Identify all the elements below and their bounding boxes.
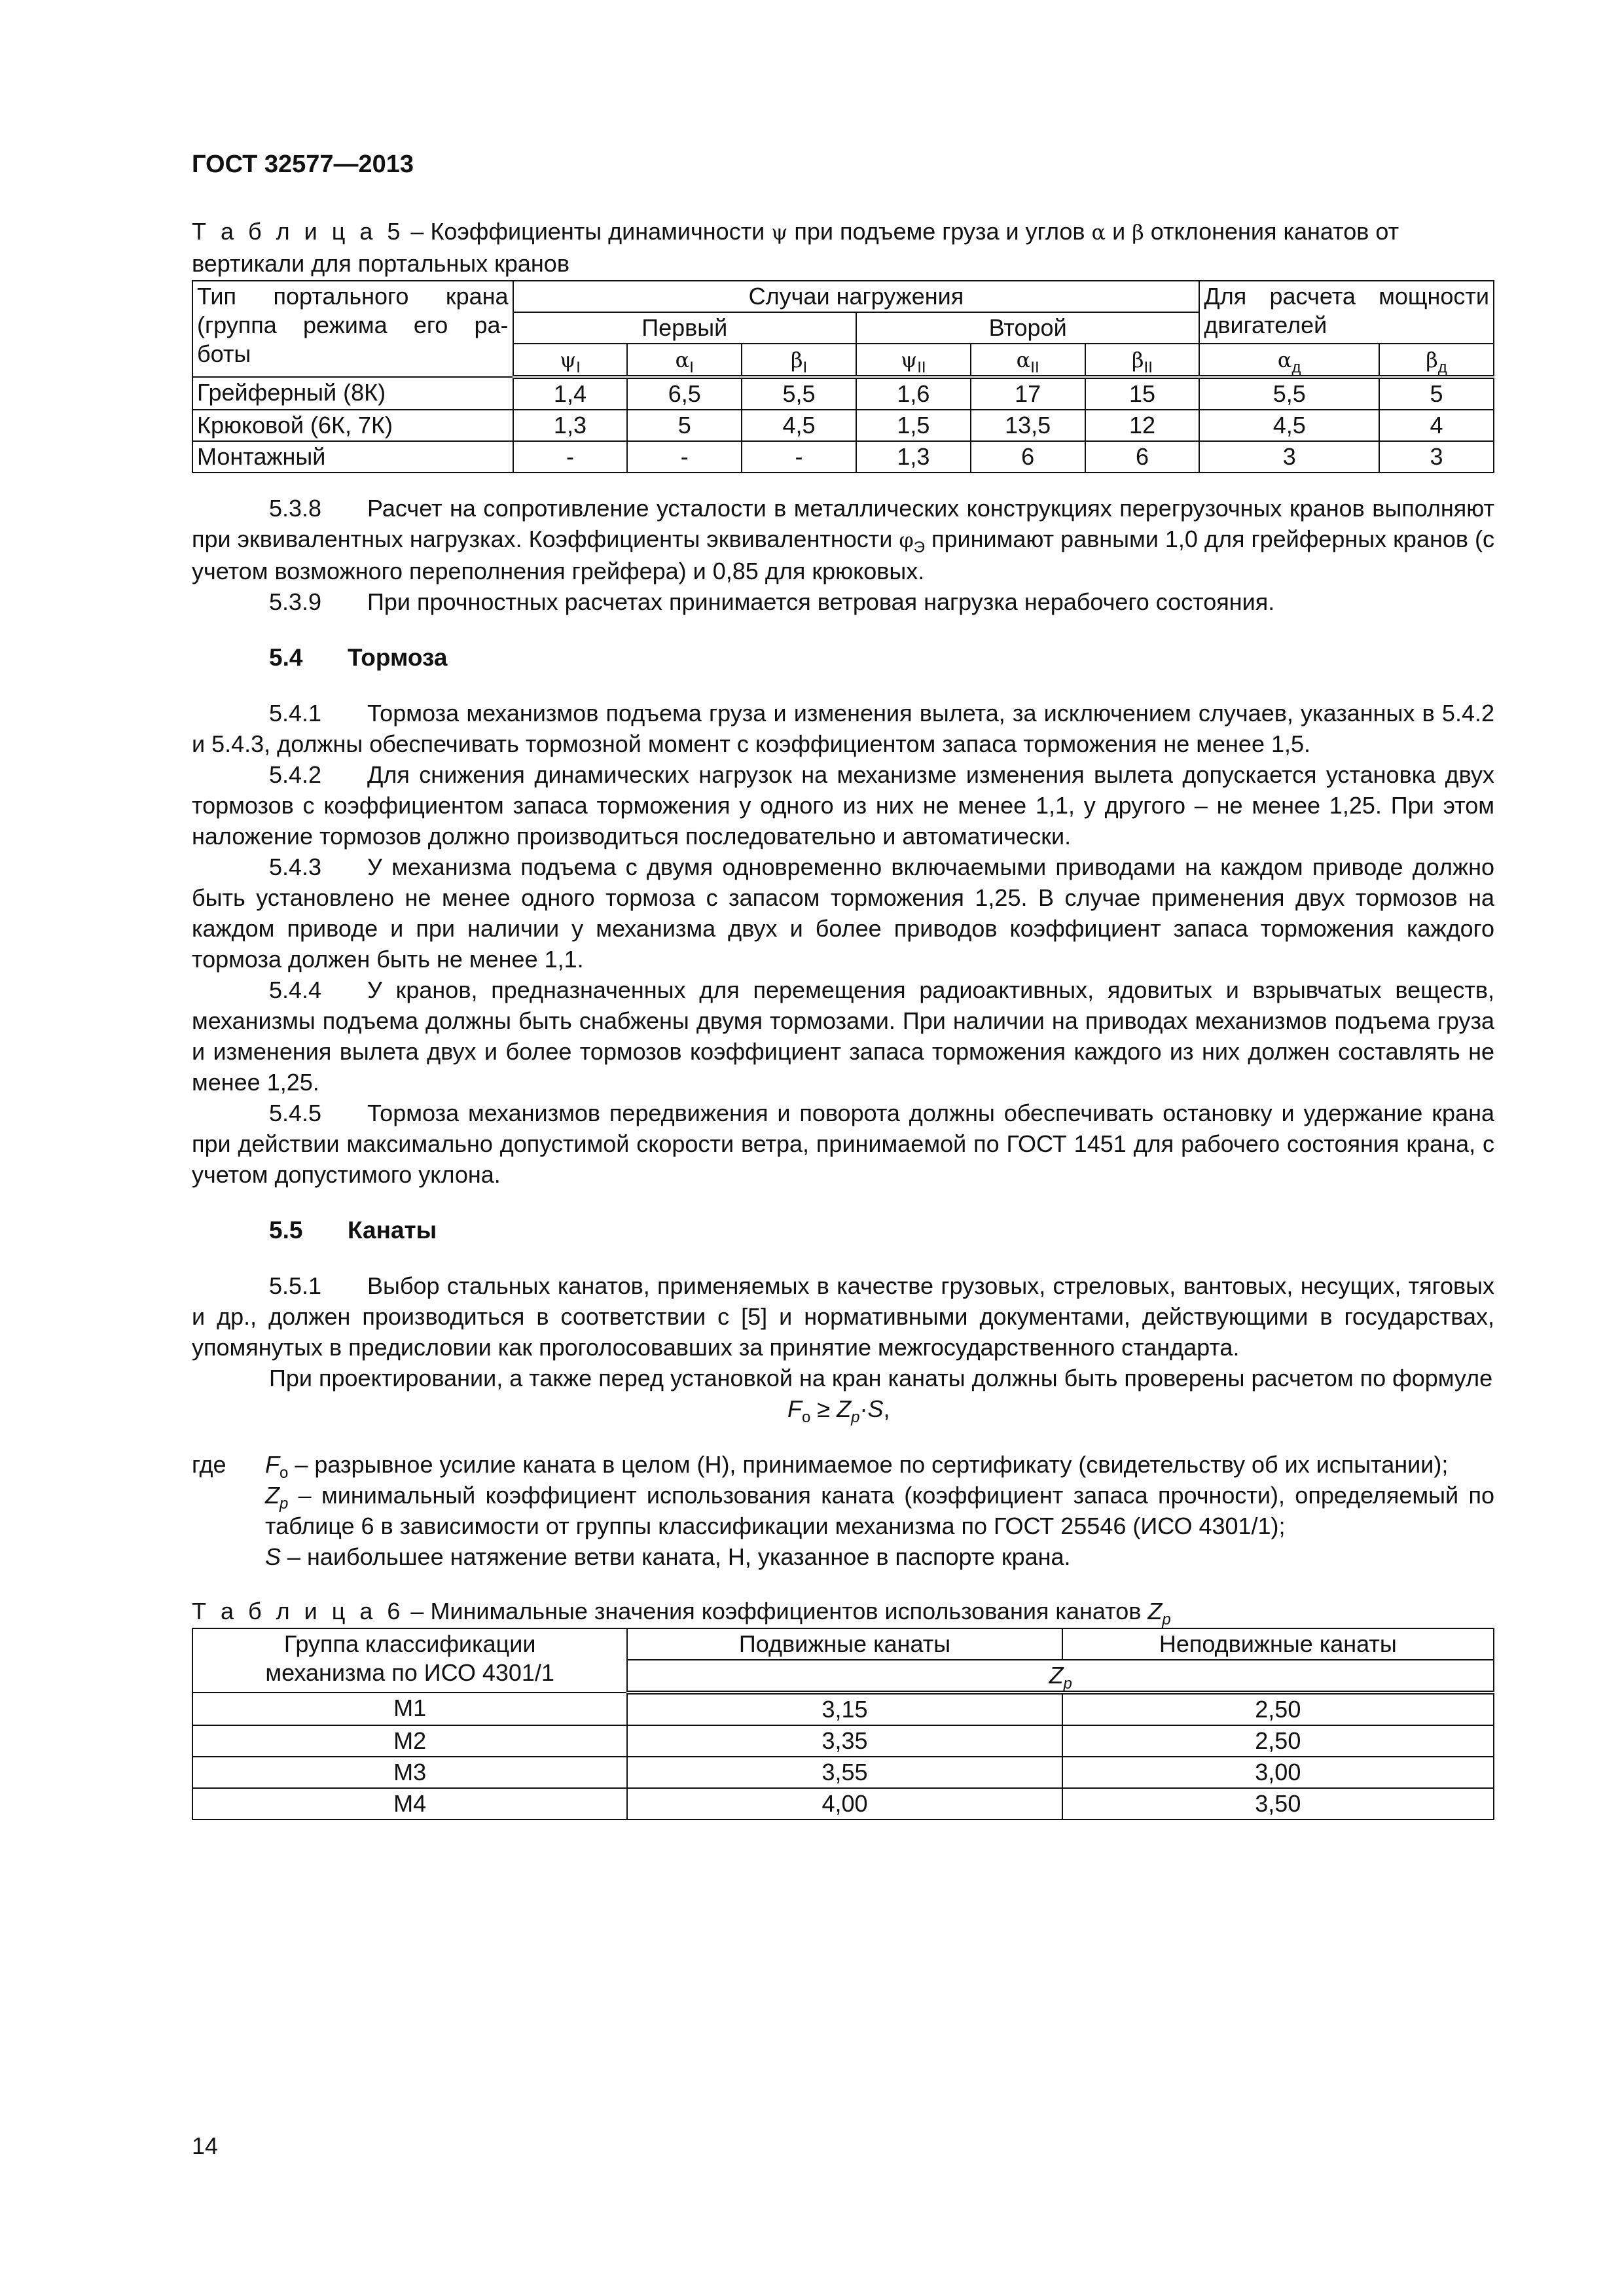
legend-item-z: $Z_p$ – минимальный коэффициент использования каната (коэффициент запаса прочности), определяемый по таблице 6 в зависимости от группы классификации механизма по ГОСТ 25546 (ИСО 4301/1); [265,1482,1494,1539]
table5-sym-alpha2: $\alpha_{II}$ [971,344,1085,377]
table5-head-cases: Случаи нагружения [513,281,1200,312]
table5-head-power: Для расчета мощности двигателей [1199,281,1494,344]
table6 [192,1628,1494,1820]
document-code: ГОСТ 32577—2013 [192,151,414,178]
table5-sym-alpha-d: $\alpha_д$ [1199,344,1379,377]
table5-head-second: Второй [856,312,1199,344]
page-content [192,216,1494,1820]
table-row: М3 3,55 3,00 [192,1757,1494,1788]
table-row: М4 4,00 3,50 [192,1788,1494,1820]
paragraph-5-4-4: 5.4.4 У кранов, предназначенных для перемещения радиоактивных, ядовитых и взрывчатых веществ, механизмы подъема должны быть снабжены двумя тормозами. При наличии на приводах механизмов подъема груза и изменения вылета двух и более тормозов коэффициент запаса торможения каждого из них должен составлять не менее 1,25. [192,977,1494,1096]
table5-sym-beta1: $\beta_I$ [742,344,856,377]
section-title-5-4: 5.4 Тормоза [269,644,448,671]
table5-sym-beta-d: $\beta_д$ [1379,344,1494,377]
paragraph-5-5-1: 5.5.1 Выбор стальных канатов, применяемых в качестве грузовых, стреловых, вантовых, несущих, тяговых и др., должен производиться в соответствии с [5] и нормативными документами, действующими в государствах, упомянутых в предисловии как проголосовавших за принятие межгосударственного стандарта. [192,1272,1494,1361]
table5-caption: Т а б л и ц а 5 – Коэффициенты динамичности ψ при подъеме груза и углов α и β отклонения канатов от вертикали для портальных кранов [192,218,1399,277]
paragraph-design-check: При проектировании, а также перед установкой на кран канаты должны быть проверены расчетом по формуле [269,1365,1493,1391]
paragraph-5-4-5: 5.4.5 Тормоза механизмов передвижения и поворота должны обеспечивать остановку и удержание крана при действии максимально допустимой скорости ветра, принимаемой по ГОСТ 1451 для рабочего состояния крана, с учетом допустимого уклона. [192,1100,1494,1188]
table6-caption: Т а б л и ц а 6 – Минимальные значения коэффициентов использования канатов $Z_p$ [192,1598,1171,1628]
paragraph-5-3-9: 5.3.9 При прочностных расчетах принимается ветровая нагрузка нерабочего состояния. [269,588,1275,615]
where-label: где [192,1451,226,1478]
table6-head-z: $Z_p$ [627,1660,1494,1693]
paragraph-5-4-1: 5.4.1 Тормоза механизмов подъема груза и изменения вылета, за исключением случаев, указанных в 5.4.2 и 5.4.3, должны обеспечивать тормозной момент с коэффициентом запаса торможения не менее 1,5. [192,700,1494,757]
formula-legend [192,1449,1494,1572]
legend-item-s: S – наибольшее натяжение ветви каната, Н, указанное в паспорте крана. [265,1543,1071,1570]
page-number: 14 [192,2132,219,2159]
table5-sym-beta2: $\beta_{II}$ [1085,344,1200,377]
table6-head-mobile: Подвижные канаты [627,1628,1062,1660]
table-row: М2 3,35 2,50 [192,1725,1494,1757]
table6-head-group: Группа классификации механизма по ИСО 4301/1 [192,1628,627,1693]
table6-head-fixed: Неподвижные канаты [1062,1628,1494,1660]
legend-item-f: $F_о$ – разрывное усилие каната в целом (Н), принимаемое по сертификату (свидетельству об их испытании); [265,1451,1449,1482]
formula: $F_о \ge Z_p\cdot S$, [787,1395,890,1426]
table-row: Крюковой (6К, 7К) 1,3 5 4,5 1,5 13,5 12 4,5 4 [192,410,1494,441]
table-row: М1 3,15 2,50 [192,1693,1494,1725]
table5-sym-psi2: $\psi_{II}$ [856,344,971,377]
table-row: Монтажный - - - 1,3 6 6 3 3 [192,441,1494,473]
paragraph-5-3-8: 5.3.8 Расчет на сопротивление усталости в металлических конструкциях перегрузочных кранов выполняют при эквивалентных нагрузках. Коэффициенты эквивалентности $\varphi_Э$ принимают равными 1,0 для грейферных кранов (с учетом возможного переполнения грейфера) и 0,85 для крюковых. [192,495,1494,584]
paragraph-5-4-2: 5.4.2 Для снижения динамических нагрузок на механизме изменения вылета допускается установка двух тормозов с коэффициентом запаса торможения у одного из них не менее 1,1, у другого – не менее 1,25. При этом наложение тормозов должно производиться последовательно и автоматически. [192,761,1494,850]
table5-head-type: Тип портального крана (группа режима его ра- боты [192,281,513,377]
table5-sym-alpha1: $\alpha_I$ [627,344,742,377]
table5-sym-psi1: $\psi_I$ [513,344,628,377]
table5-head-first: Первый [513,312,856,344]
section-title-5-5: 5.5 Канаты [269,1217,437,1244]
paragraph-5-4-3: 5.4.3 У механизма подъема с двумя одновременно включаемыми приводами на каждом приводе должно быть установлено не менее одного тормоза с запасом торможения 1,25. В случае применения двух тормозов на каждом приводе и при наличии у механизма двух и более приводов коэффициент запаса торможения каждого тормоза должен быть не менее 1,1. [192,853,1494,973]
table5 [192,280,1494,473]
table-row: Грейферный (8К) 1,4 6,5 5,5 1,6 17 15 5,5 5 [192,377,1494,410]
